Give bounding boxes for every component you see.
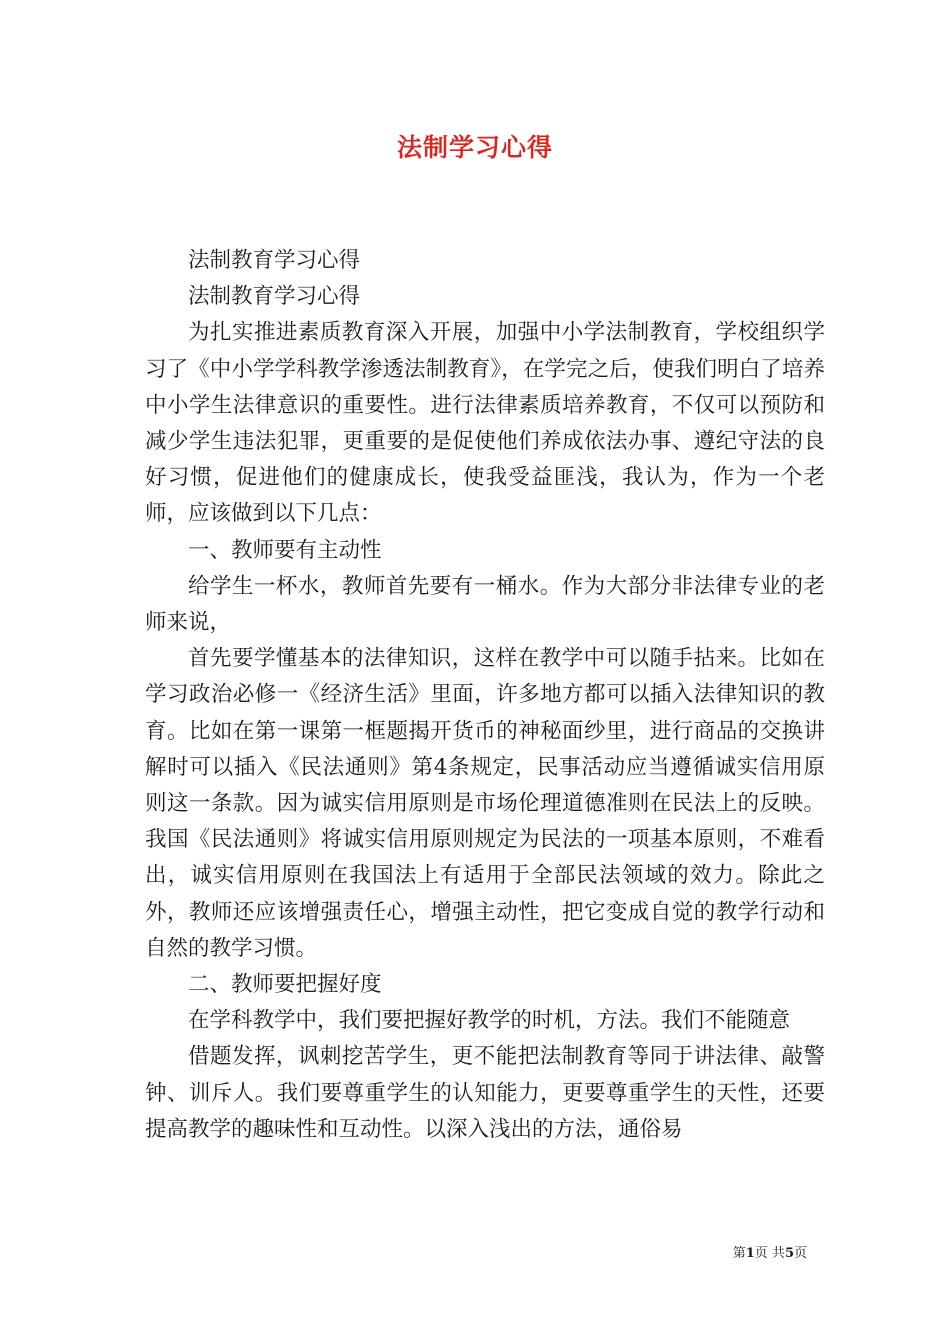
paragraph: 首先要学懂基本的法律知识，这样在教学中可以随手拈来。比如在学习政治必修一《经济生活》里面，许多地方都可以插入法律知识的教育。比如在第一课第一框题揭开货币的神秘面纱里，进行商品的交换讲解时可以插入《民法通则》第4条规定，民事活动应当遵循诚实信用原则这一条款。因为诚实信用原则是市场伦理道德准则在民法上的反映。我国《民法通则》将诚实信用原则规定为民法的一项基本原则，不难看出，诚实信用原则在我国法上有适用于全部民法领域的效力。除此之外，教师还应该增强责任心，增强主动性，把它变成自觉的教学行动和自然的教学习惯。: [145, 646, 825, 961]
footer-middle: 页 共: [754, 1246, 785, 1261]
footer-page-number: 1: [745, 1246, 755, 1261]
paragraph: 借题发挥，讽刺挖苦学生，更不能把法制教育等同于讲法律、敲警钟、训斥人。我们要尊重学生的认知能力，更要尊重学生的天性，还要提高教学的趣味性和互动性。以深入浅出的方法，通俗易: [145, 1044, 825, 1142]
document-title: 法制学习心得: [396, 133, 553, 162]
paragraph: 给学生一杯水，教师首先要有一桶水。作为大部分非法律专业的老师来说，: [145, 573, 825, 636]
footer-suffix: 页: [793, 1246, 807, 1261]
paragraph: 法制教育学习心得: [188, 248, 361, 273]
section-heading: 二、教师要把握好度: [188, 972, 382, 998]
footer-prefix: 第: [732, 1246, 746, 1261]
paragraph: 法制教育学习心得: [188, 284, 361, 310]
footer-total-pages: 5: [784, 1246, 794, 1261]
page-footer: [733, 1245, 807, 1263]
document-body: [145, 243, 825, 1148]
paragraph: 为扎实推进素质教育深入开展，加强中小学法制教育，学校组织学习了《中小学学科教学渗透法制教育》，在学完之后，使我们明白了培养中小学生法律意识的重要性。进行法律素质培养教育，不仅可以预防和减少学生违法犯罪，更重要的是促使他们养成依法办事、遵纪守法的良好习惯，促进他们的健康成长，使我受益匪浅，我认为，作为一个老师，应该做到以下几点：: [145, 320, 825, 527]
paragraph: 在学科教学中，我们要把握好教学的时机，方法。我们不能随意: [188, 1008, 791, 1034]
section-heading: 一、教师要有主动性: [188, 537, 382, 563]
